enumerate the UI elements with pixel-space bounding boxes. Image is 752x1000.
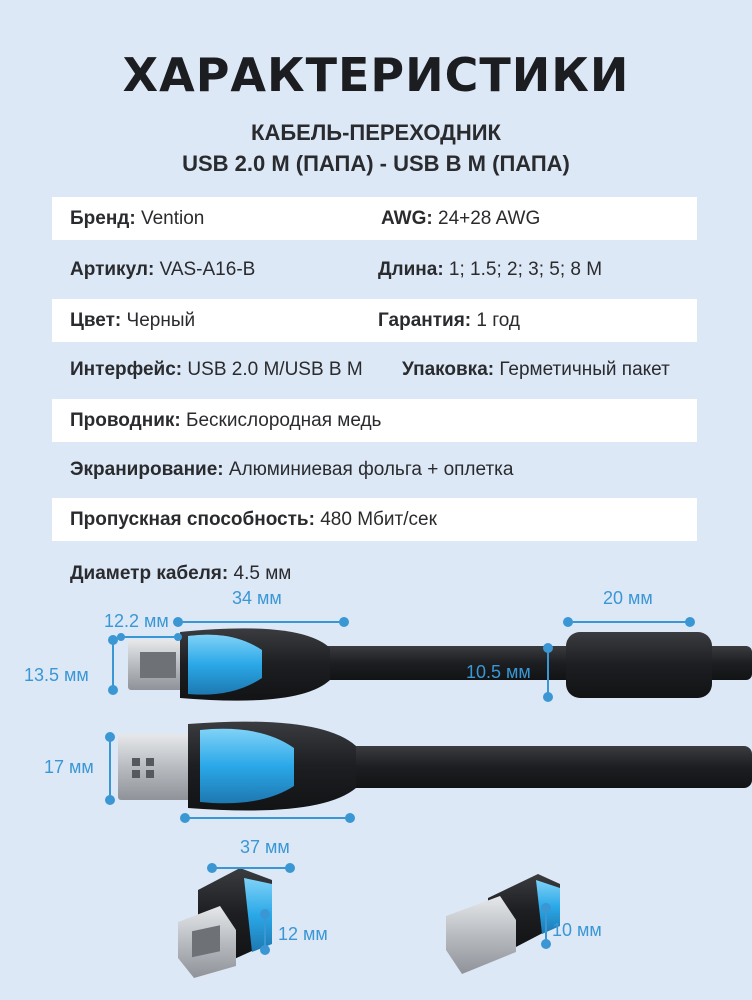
spec-article: Артикул: VAS-A16-B [70,259,256,280]
spec-shielding: Экранирование: Алюминиевая фольга + оплетка [70,459,514,480]
dim-b-plug-length: 12.2 мм [104,611,169,631]
ferrite-core [566,632,712,698]
usb-b-cable [128,628,752,700]
spec-diameter: Диаметр кабеля: 4.5 мм [70,563,292,584]
spec-package: Упаковка: Герметичный пакет [402,359,670,380]
dim-a-thickness: 10 мм [552,920,602,940]
product-subtitle-line2: USB 2.0 M (ПАПА) - USB B M (ПАПА) [182,151,570,176]
usb-a-plug [118,734,196,800]
usb-a-end-view [446,874,560,974]
dim-b-head-length: 34 мм [232,588,282,608]
spec-conductor: Проводник: Бескислородная медь [70,410,382,431]
spec-bandwidth: Пропускная способность: 480 Мбит/сек [70,509,437,530]
usb-a-cable-wire [340,746,752,788]
dim-ferrite-diameter: 10.5 мм [466,662,531,682]
product-subtitle-line1: КАБЕЛЬ-ПЕРЕХОДНИК [251,120,501,145]
usb-a-head-blue-grip [200,729,294,803]
dim-b-thickness: 12 мм [278,924,328,944]
spec-interface: Интерфейс: USB 2.0 M/USB B M [70,359,363,380]
dim-b-height: 13.5 мм [24,665,89,685]
usb-a-end-plug [446,896,516,974]
spec-warranty: Гарантия: 1 год [378,310,521,331]
usb-b-plug-socket [140,652,176,678]
usb-b-end-view [178,868,272,978]
spec-length: Длина: 1; 1.5; 2; 3; 5; 8 М [378,259,603,280]
spec-brand: Бренд: Vention [70,208,205,229]
spec-color: Цвет: Черный [70,310,196,331]
page-title: ХАРАКТЕРИСТИКИ [122,48,630,102]
dim-a-height: 17 мм [44,757,94,777]
dim-a-head-length: 37 мм [240,837,290,857]
usb-a-cable [118,722,752,811]
spec-awg: AWG: 24+28 AWG [381,208,541,229]
dim-ferrite-length: 20 мм [603,588,653,608]
